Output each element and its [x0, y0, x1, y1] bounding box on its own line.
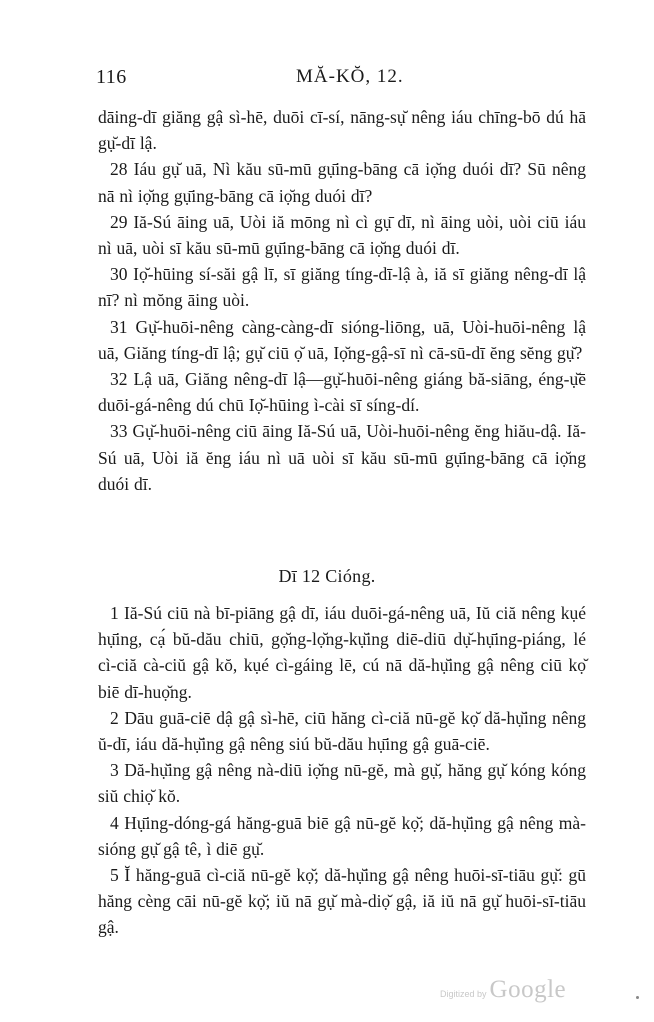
- verse-32: 32 Lậ uā, Giăng nêng-dī lậ—gụ̆-huōi-nêng giáng bă-siāng, éng-ụ̆ē duōi-gá-nêng dú chū Iọ̆-hūing ì-cài sī síng-dí.: [98, 369, 586, 416]
- verse-3: 3 Dă-hụ̆ing gậ nêng nà-diū iọ̆ng nū-gĕ, mà gụ̆, hăng gụ̆ kóng kóng siŭ chiọ̆ kŏ.: [98, 760, 586, 807]
- verse-28: 28 Iáu gụ̆ uā, Nì kău sū-mū gụ̄ing-bāng cā iọ̆ng duói dī? Sū nêng nā nì iọ̆ng gụ̄ing-bāng cā iọ̆ng duói dī?: [98, 159, 586, 206]
- chapter-heading: Dī 12 Cióng.: [278, 566, 376, 586]
- verse-4: 4 Hụ̄ing-dóng-gá hăng-guā biē gậ nū-gĕ kọ̆; dă-hụ̆ing gậ nêng mà-sióng gụ̆ gậ tê, ì diē gụ̆.: [98, 812, 586, 859]
- page-edge-mark: [636, 996, 639, 999]
- page-number: 116: [96, 66, 127, 88]
- verse-30: 30 Iọ̆-hūing sí-săi gậ lī, sī giăng tíng-dī-lậ à, iă sī giăng nêng-dī lậ nī? nì mŏng āing uòi.: [98, 264, 586, 311]
- text-block-top: [98, 104, 586, 497]
- verse-33: 33 Gụ̆-huōi-nêng ciū āing Iă-Sú uā, Uòi-huōi-nêng ĕng hiău-dậ. Iă-Sú uā, Uòi iă ĕng iáu nì uā uòi sī kău sū-mū gụ̄ing-bāng cā iọ̆ng duói dī.: [98, 421, 586, 494]
- verse-5: 5 Ĭ hăng-guā cì-ciă nū-gĕ kọ̆; dă-hụ̆ing gậ nêng huōi-sī-tiāu gụ̆: gū hăng cèng cāi nū-gĕ kọ̆; iŭ nā gụ̆ mà-diọ̆ gậ, iă iŭ nā gụ̆ huōi-sī-tiāu gậ.: [98, 865, 586, 938]
- running-title: MĂ-KŎ, 12.: [296, 66, 404, 87]
- digitized-by-label: Digitized by: [440, 989, 487, 999]
- verse-31: 31 Gụ̆-huōi-nêng càng-càng-dī sióng-liōng, uā, Uòi-huōi-nêng lậ uā, Giăng tíng-dī lậ; gụ̆ ciū ọ̆ uā, Iọ̆ng-gậ-sī nì cā-sū-dī ĕng sĕng gụ̆?: [98, 316, 586, 363]
- google-logo: Google: [489, 976, 567, 1003]
- verse-1: 1 Iă-Sú ciū nà bī-piāng gậ dī, iáu duōi-gá-nêng uā, Iŭ ciă nêng kụé hụ̄ing, cạ́ bŭ-dău chiū, gọ̆ng-lọ̆ng-kụ̆ing diē-diū dụ̆-hụ̄ing-piáng, lé cì-ciă cà-ciŭ gậ kŏ, kụé cì-gáing lē, cú nā dă-hụ̆ing gậ nêng ciū kọ̆ biē dī-huọ̆ng.: [98, 603, 586, 702]
- verse-2: 2 Dāu guā-ciē dậ gậ sì-hē, ciū hăng cì-ciă nū-gĕ kọ̆ dă-hụ̆ing nêng ŭ-dī, iáu dă-hụ̆ing gậ nêng siú bŭ-dău hụ̄ing gậ guā-ciē.: [98, 707, 586, 755]
- text-block-bottom: [98, 600, 586, 941]
- paragraph-continuation: dāing-dī giăng gậ sì-hē, duōi cī-sí, nāng-sụ̆ nêng iáu chīng-bō dú hā gụ̆-dī lậ.: [98, 107, 586, 154]
- page-header: [96, 66, 586, 92]
- verse-29: 29 Iă-Sú āing uā, Uòi iă mōng nì cì gụ̄ dī, nì āing uòi, uòi ciū iáu nì uā, uòi sī kău sū-mū gụ̄ing-bāng cā iọ̆ng duói dī.: [98, 211, 586, 259]
- digitized-watermark: [440, 976, 566, 1006]
